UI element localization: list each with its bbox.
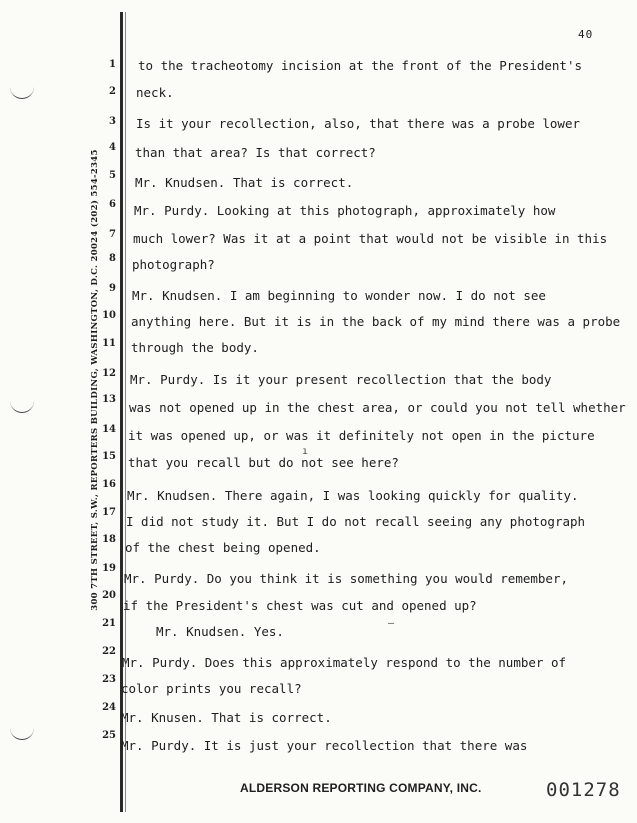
punch-hole-mark (10, 86, 34, 99)
stray-mark: ı (302, 446, 309, 457)
transcript-line: it was opened up, or was it definitely not open in the picture (128, 428, 595, 443)
transcript-line: Mr. Purdy. Do you think it is something you would remember, (124, 571, 569, 586)
transcript-line: Mr. Purdy. Does this approximately respond to the number of (122, 655, 567, 670)
line-number: 1 (109, 59, 116, 70)
transcript-line: of the chest being opened. (125, 540, 321, 555)
transcript-line: Mr. Knudsen. That is correct. (135, 175, 354, 190)
punch-hole-mark (10, 400, 34, 413)
line-number: 6 (109, 199, 116, 210)
line-number: 18 (102, 534, 116, 545)
line-number: 21 (102, 618, 116, 629)
line-number: 2 (109, 86, 116, 97)
transcript-line: Mr. Knusen. That is correct. (121, 710, 332, 725)
line-number: 19 (102, 563, 116, 574)
reporter-address-sidebar: 300 7TH STREET, S.W., REPORTERS BUILDING, WASHINGTON, D.C. 20024 (202) 554-2345 (90, 149, 100, 611)
document-control-number: 001278 (546, 779, 621, 801)
transcript-line: was not opened up in the chest area, or could you not tell whether (129, 400, 626, 415)
line-number: 13 (102, 394, 116, 405)
line-number: 22 (102, 646, 116, 657)
transcript-line: much lower? Was it at a point that would not be visible in this (133, 231, 608, 246)
transcript-line: neck. (136, 85, 174, 100)
reporting-company-footer: ALDERSON REPORTING COMPANY, INC. (240, 781, 482, 795)
line-number: 7 (109, 229, 116, 240)
line-number: 15 (102, 451, 116, 462)
line-number: 9 (109, 283, 116, 294)
transcript-line: through the body. (131, 340, 259, 355)
transcript-line: photograph? (132, 257, 215, 272)
transcript-line: that you recall but do not see here? (128, 455, 399, 470)
transcript-line: Mr. Knudsen. There again, I was looking quickly for quality. (127, 488, 579, 503)
line-number: 25 (102, 730, 116, 741)
line-number: 16 (102, 479, 116, 490)
transcript-line: color prints you recall? (121, 681, 302, 696)
line-number: 3 (109, 116, 116, 127)
punch-hole-mark (10, 727, 34, 740)
transcript-line: Is it your recollection, also, that there was a probe lower (136, 116, 581, 131)
transcript-line: Mr. Purdy. Is it your present recollection that the body (130, 372, 552, 387)
transcript-line: Mr. Knudsen. I am beginning to wonder now. I do not see (132, 288, 546, 303)
line-number: 4 (109, 142, 116, 153)
transcript-line: than that area? Is that correct? (135, 145, 376, 160)
line-number: 12 (102, 368, 116, 379)
page-number: 40 (578, 28, 594, 41)
line-number: 8 (109, 253, 116, 264)
stray-mark: — (388, 618, 395, 629)
transcript-line: if the President's chest was cut and opened up? (123, 598, 477, 613)
transcript-line: I did not study it. But I do not recall seeing any photograph (126, 514, 586, 529)
transcript-line: to the tracheotomy incision at the front of the President's (138, 58, 583, 73)
line-number: 17 (102, 507, 116, 518)
line-number: 5 (109, 170, 116, 181)
transcript-line: Mr. Knudsen. Yes. (156, 624, 284, 639)
line-number: 11 (102, 338, 116, 349)
line-number: 24 (102, 702, 116, 713)
line-number: 14 (102, 424, 116, 435)
transcript-line: Mr. Purdy. It is just your recollection that there was (121, 738, 528, 753)
transcript-line: anything here. But it is in the back of my mind there was a probe (131, 314, 621, 329)
line-number: 10 (102, 310, 116, 321)
transcript-line: Mr. Purdy. Looking at this photograph, approximately how (134, 203, 556, 218)
line-number: 23 (102, 674, 116, 685)
line-number: 20 (102, 590, 116, 601)
